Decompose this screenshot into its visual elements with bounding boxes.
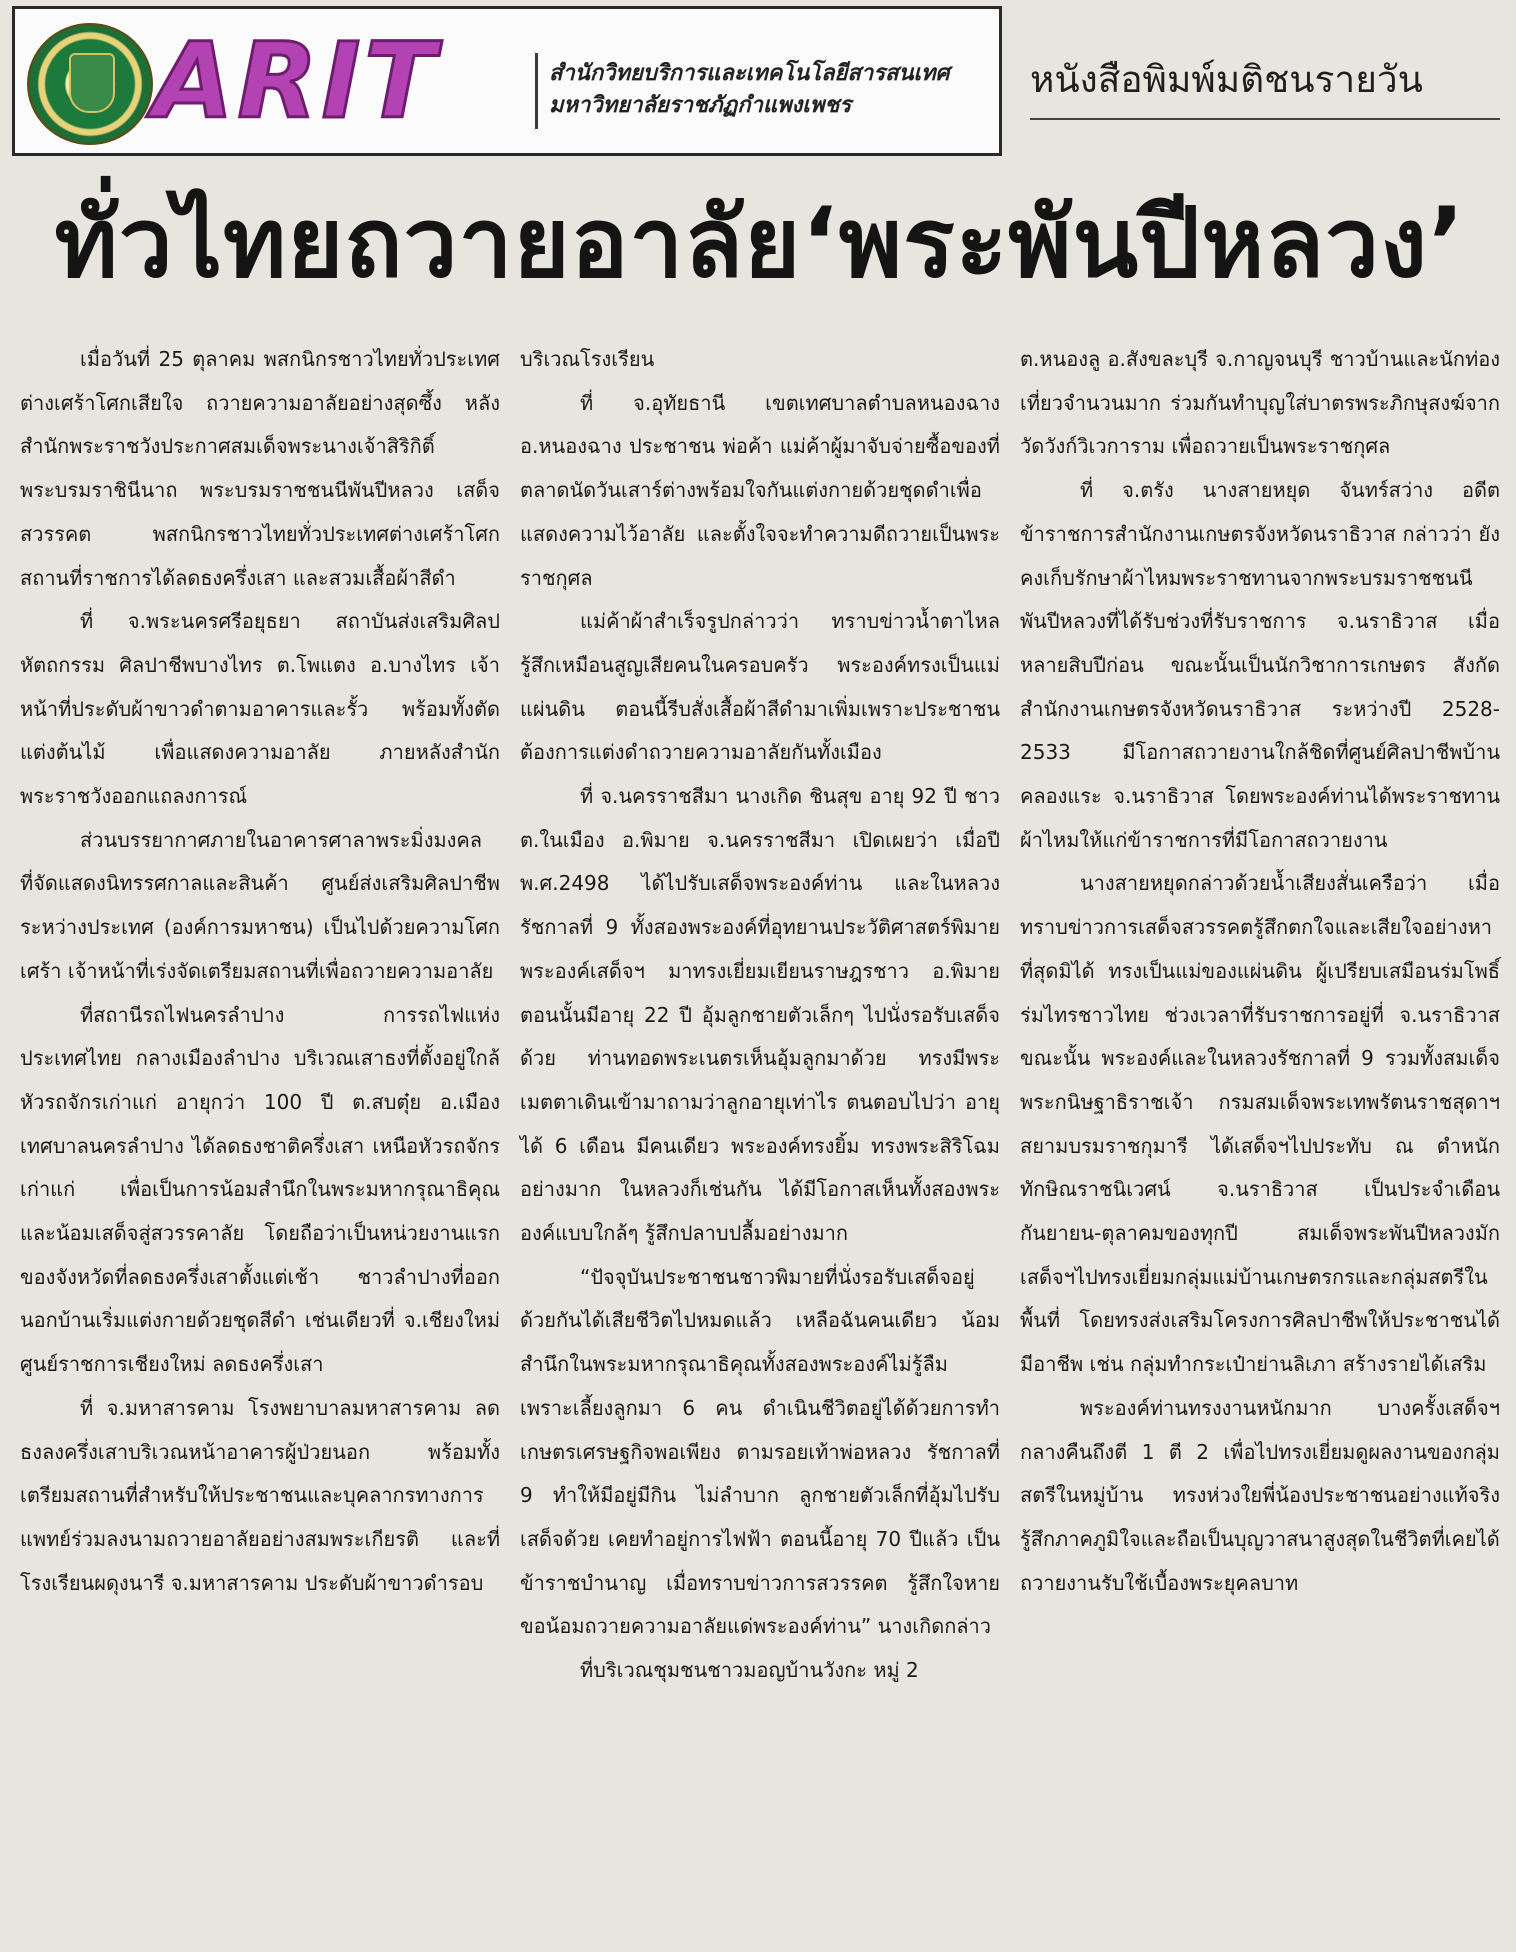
article-column-2 (520, 338, 1000, 1693)
article-paragraph: พระองค์ท่านทรงงานหนักมาก บางครั้งเสด็จฯกลางคืนถึงตี 1 ตี 2 เพื่อไปทรงเยี่ยมดูผลงานของกลุ่มสตรีในหมู่บ้าน ทรงห่วงใยพี่น้องประชาชนอย่างแท้จริงรู้สึกภาคภูมิใจและถือเป็นบุญวาสนาสูงสุดในชีวิตที่เคยได้ถวายงานรับใช้เบื้องพระยุคลบาท (1020, 1395, 1500, 1595)
article-paragraph: เมื่อวันที่ 25 ตุลาคม พสกนิกรชาวไทยทั่วประเทศต่างเศร้าโศกเสียใจ ถวายความอาลัยอย่างสุดซึ้ง หลังสำนักพระราชวังประกาศสมเด็จพระนางเจ้าสิริกิติ์ พระบรมราชินีนาถ พระบรมราชชนนีพันปีหลวง เสด็จสวรรคต พสกนิกรชาวไทยทั่วประเทศต่างเศร้าโศก สถานที่ราชการได้ลดธงครึ่งเสา และสวมเสื้อผ้าสีดำ (20, 347, 500, 590)
article-paragraph: ที่ จ.มหาสารคาม โรงพยาบาลมหาสารคาม ลดธงลงครึ่งเสาบริเวณหน้าอาคารผู้ป่วยนอก พร้อมทั้งเตรียมสถานที่สำหรับให้ประชาชนและบุคลากรทางการแพทย์ร่วมลงนามถวายอาลัยอย่างสมพระเกียรติ และที่โรงเรียนผดุงนารี จ.มหาสารคาม ประดับผ้าขาวดำรอบ (20, 1395, 500, 1595)
article-paragraph: แม่ค้าผ้าสำเร็จรูปกล่าวว่า ทราบข่าวน้ำตาไหล รู้สึกเหมือนสูญเสียคนในครอบครัว พระองค์ทรงเป็นแม่แผ่นดิน ตอนนี้รีบสั่งเสื้อผ้าสีดำมาเพิ่มเพราะประชาชนต้องการแต่งดำถวายความอาลัยกันทั้งเมือง (520, 609, 1000, 765)
masthead-divider (535, 53, 538, 129)
article-headline: ทั่วไทยถวายอาลัย‘พระพันปีหลวง’ (54, 187, 1466, 299)
newspaper-name-rule (1030, 118, 1500, 120)
article-paragraph: ที่ จ.พระนครศรีอยุธยา สถาบันส่งเสริมศิลปหัตถกรรม ศิลปาชีพบางไทร ต.โพแตง อ.บางไทร เจ้าหน้าที่ประดับผ้าขาวดำตามอาคารและรั้ว พร้อมทั้งตัดแต่งต้นไม้ เพื่อแสดงความอาลัย ภายหลังสำนักพระราชวังออกแถลงการณ์ (20, 609, 500, 809)
article-paragraph: ที่ จ.ตรัง นางสายหยุด จันทร์สว่าง อดีตข้าราชการสำนักงานเกษตรจังหวัดนราธิวาส กล่าวว่า ยังคงเก็บรักษาผ้าไหมพระราชทานจากพระบรมราชชนนีพันปีหลวงที่ได้รับช่วงที่รับราชการ จ.นราธิวาส เมื่อหลายสิบปีก่อน ขณะนั้นเป็นนักวิชาการเกษตร สังกัดสำนักงานเกษตรจังหวัดนราธิวาส ระหว่างปี 2528-2533 มีโอกาสถวายงานใกล้ชิดที่ศูนย์ศิลปาชีพบ้านคลองแระ จ.นราธิวาส โดยพระองค์ท่านได้พระราชทานผ้าไหมให้แก่ข้าราชการที่มีโอกาสถวายงาน (1020, 478, 1500, 852)
masthead-banner (12, 6, 1002, 156)
university-seal-logo (27, 23, 153, 145)
article-paragraph: ที่บริเวณชุมชนชาวมอญบ้านวังกะ หมู่ 2 (580, 1658, 919, 1683)
article-paragraph: “ปัจจุบันประชาชนชาวพิมายที่นั่งรอรับเสด็จอยู่ด้วยกันได้เสียชีวิตไปหมดแล้ว เหลือฉันคนเดียว น้อมสำนึกในพระมหากรุณาธิคุณทั้งสองพระองค์ไม่รู้ลืม เพราะเลี้ยงลูกมา 6 คน ดำเนินชีวิตอยู่ได้ด้วยการทำเกษตรเศรษฐกิจพอเพียง ตามรอยเท้าพ่อหลวง รัชกาลที่ 9 ทำให้มีอยู่มีกิน ไม่ลำบาก ลูกชายตัวเล็กที่อุ้มไปรับเสด็จด้วย เคยทำอยู่การไฟฟ้า ตอนนี้อายุ 70 ปีแล้ว เป็นข้าราชบำนาญ เมื่อทราบข่าวการสวรรคต รู้สึกใจหาย ขอน้อมถวายความอาลัยแด่พระองค์ท่าน” นางเกิดกล่าว (520, 1264, 1000, 1639)
article-paragraph: นางสายหยุดกล่าวด้วยน้ำเสียงสั่นเครือว่า เมื่อทราบข่าวการเสด็จสวรรคตรู้สึกตกใจและเสียใจอย่างหาที่สุดมิได้ ทรงเป็นแม่ของแผ่นดิน ผู้เปรียบเสมือนร่มโพธิ์ร่มไทรชาวไทย ช่วงเวลาที่รับราชการอยู่ที่ จ.นราธิวาสขณะนั้น พระองค์และในหลวงรัชกาลที่ 9 รวมทั้งสมเด็จพระกนิษฐาธิราชเจ้า กรมสมเด็จพระเทพรัตนราชสุดาฯ สยามบรมราชกุมารี ได้เสด็จฯไปประทับ ณ ตำหนักทักษิณราชนิเวศน์ จ.นราธิวาส เป็นประจำเดือนกันยายน-ตุลาคมของทุกปี สมเด็จพระพันปีหลวงมักเสด็จฯไปทรงเยี่ยมกลุ่มแม่บ้านเกษตรกรและกลุ่มสตรีในพื้นที่ โดยทรงส่งเสริมโครงการศิลปาชีพให้ประชาชนได้มีอาชีพ เช่น กลุ่มทำกระเป๋าย่านลิเภา สร้างรายได้เสริม (1020, 871, 1500, 1377)
article-paragraph: ที่ จ.นครราชสีมา นางเกิด ชินสุข อายุ 92 ปี ชาว ต.ในเมือง อ.พิมาย จ.นครราชสีมา เปิดเผยว่า เมื่อปี พ.ศ.2498 ได้ไปรับเสด็จพระองค์ท่าน และในหลวงรัชกาลที่ 9 ทั้งสองพระองค์ที่อุทยานประวัติศาสตร์พิมาย พระองค์เสด็จฯ มาทรงเยี่ยมเยียนราษฎรชาว อ.พิมาย ตอนนั้นมีอายุ 22 ปี อุ้มลูกชายตัวเล็กๆ ไปนั่งรอรับเสด็จด้วย ท่านทอดพระเนตรเห็นอุ้มลูกมาด้วย ทรงมีพระเมตตาเดินเข้ามาถามว่าลูกอายุเท่าไร ตนตอบไปว่า อายุได้ 6 เดือน มีคนเดียว พระองค์ทรงยิ้ม ทรงพระสิริโฉมอย่างมาก ในหลวงก็เช่นกัน ได้มีโอกาสเห็นทั้งสองพระองค์แบบใกล้ๆ รู้สึกปลาบปลื้มอย่างมาก (520, 784, 1000, 1246)
article-paragraph: ที่สถานีรถไฟนครลำปาง การรถไฟแห่งประเทศไทย กลางเมืองลำปาง บริเวณเสาธงที่ตั้งอยู่ใกล้หัวรถจักรเก่าแก่ อายุกว่า 100 ปี ต.สบตุ๋ย อ.เมือง เทศบาลนครลำปาง ได้ลดธงชาติครึ่งเสา เหนือหัวรถจักรเก่าแก่ เพื่อเป็นการน้อมสำนึกในพระมหากรุณาธิคุณ และน้อมเสด็จสู่สวรรคาลัย โดยถือว่าเป็นหน่วยงานแรกของจังหวัดที่ลดธงครึ่งเสาตั้งแต่เช้า ชาวลำปางที่ออกนอกบ้านเริ่มแต่งกายด้วยชุดสีดำ เช่นเดียวที่ จ.เชียงใหม่ ศูนย์ราชการเชียงใหม่ ลดธงครึ่งเสา (20, 1002, 500, 1377)
article-column-1 (20, 338, 500, 1605)
article-paragraph: ที่ จ.อุทัยธานี เขตเทศบาลตำบลหนองฉาง อ.หนองฉาง ประชาชน พ่อค้า แม่ค้าผู้มาจับจ่ายซื้อของที่ตลาดนัดวันเสาร์ต่างพร้อมใจกันแต่งกายด้วยชุดดำเพื่อแสดงความไว้อาลัย และตั้งใจจะทำความดีถวายเป็นพระราชกุศล (520, 390, 1000, 590)
article-column-3 (1020, 338, 1500, 1605)
university-name: มหาวิทยาลัยราชภัฏกำแพงเพชร (549, 93, 852, 118)
article-paragraph: บริเวณโรงเรียน (520, 347, 655, 371)
newspaper-name: หนังสือพิมพ์มติชนรายวัน (1030, 58, 1423, 101)
arit-brand-logo: ARIT (153, 20, 440, 142)
article-paragraph: ส่วนบรรยากาศภายในอาคารศาลาพระมิ่งมงคล ที่จัดแสดงนิทรรศกาลและสินค้า ศูนย์ส่งเสริมศิลปาชีพระหว่างประเทศ (องค์การมหาชน) เป็นไปด้วยความโศกเศร้า เจ้าหน้าที่เร่งจัดเตรียมสถานที่เพื่อถวายความอาลัย (20, 827, 500, 983)
article-paragraph: ต.หนองลู อ.สังขละบุรี จ.กาญจนบุรี ชาวบ้านและนักท่องเที่ยวจำนวนมาก ร่วมกันทำบุญใส่บาตรพระภิกษุสงฆ์จากวัดวังก์วิเวการาม เพื่อถวายเป็นพระราชกุศล (1020, 347, 1500, 459)
seal-emblem (69, 53, 115, 113)
office-name: สำนักวิทยบริการและเทคโนโลยีสารสนเทศ (549, 61, 950, 86)
